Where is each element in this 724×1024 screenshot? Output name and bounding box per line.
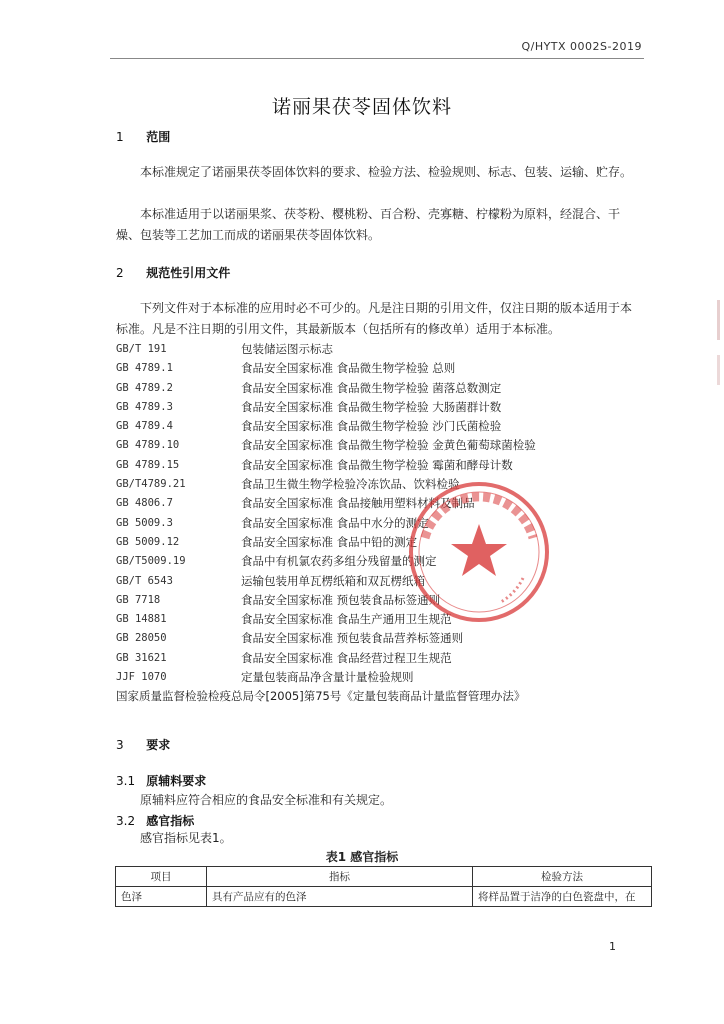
section-2-number: 2 <box>116 266 124 280</box>
reference-name: 食品安全国家标准 食品经营过程卫生规范 <box>241 650 452 665</box>
document-title: 诺丽果茯苓固体饮料 <box>271 96 452 118</box>
section-3-heading <box>116 736 170 753</box>
company-seal <box>405 478 553 626</box>
table-row <box>116 887 652 907</box>
reference-code: GB/T 191 <box>116 343 167 355</box>
reference-code: GB 4789.4 <box>116 420 173 433</box>
reference-name: 食品安全国家标准 食品微生物学检验 菌落总数测定 <box>241 380 502 395</box>
table-header-row <box>116 867 652 887</box>
reference-name: 食品安全国家标准 食品微生物学检验 霉菌和酵母计数 <box>241 457 513 472</box>
reference-name: 食品安全国家标准 食品微生物学检验 总则 <box>241 361 456 376</box>
reference-code: GB/T 6543 <box>116 574 173 587</box>
reference-code: GB/T5009.19 <box>116 555 186 568</box>
table-header-indicator: 指标 <box>207 867 473 887</box>
reference-code: GB 14881 <box>116 613 167 626</box>
section-3-1-number: 3.1 <box>116 774 136 788</box>
reference-item <box>116 398 636 417</box>
reference-item <box>116 649 636 668</box>
reference-name: 食品安全国家标准 预包装食品标签通则 <box>241 592 441 607</box>
reference-name: 食品安全国家标准 预包装食品营养标签通则 <box>241 631 464 646</box>
order-reference: 国家质量监督检验检疫总局令[2005]第75号《定量包装商品计量监督管理办法》 <box>116 689 526 704</box>
reference-name: 食品安全国家标准 食品中水分的测定 <box>241 515 429 530</box>
reference-name: 食品安全国家标准 食品微生物学检验 沙门氏菌检验 <box>241 419 502 434</box>
section-2-heading <box>116 264 230 281</box>
section-1-title: 范围 <box>146 130 171 144</box>
section-1-paragraph-2: 本标准适用于以诺丽果浆、茯苓粉、樱桃粉、百合粉、壳寡糖、柠檬粉为原料，经混合、干燥、包装等工艺加工而成的诺丽果茯苓固体饮料。 <box>116 207 621 242</box>
reference-item <box>116 379 636 398</box>
table-cell: 具有产品应有的色泽 <box>207 887 473 907</box>
section-1-heading <box>116 128 170 145</box>
table-header-item: 项目 <box>116 867 207 887</box>
table-1-caption: 表1 感官指标 <box>325 850 399 864</box>
reference-name: 食品卫生微生物学检验冷冻饮品、饮料检验 <box>241 477 460 492</box>
reference-code: GB 4789.1 <box>116 362 173 375</box>
reference-name: 食品安全国家标准 食品生产通用卫生规范 <box>241 612 452 627</box>
reference-item <box>116 533 636 552</box>
table-cell: 将样品置于洁净的白色瓷盘中，在 <box>473 887 652 907</box>
sensory-table <box>115 866 652 907</box>
reference-name: 食品安全国家标准 食品微生物学检验 大肠菌群计数 <box>241 399 502 414</box>
reference-code: GB 31621 <box>116 651 167 664</box>
reference-item <box>116 475 636 494</box>
reference-item <box>116 668 636 687</box>
reference-item <box>116 591 636 610</box>
reference-item <box>116 456 636 475</box>
reference-item <box>116 629 636 648</box>
reference-item <box>116 494 636 513</box>
reference-name: 食品安全国家标准 食品接触用塑料材料及制品 <box>241 496 475 511</box>
reference-item <box>116 610 636 629</box>
reference-code: JJF 1070 <box>116 671 167 684</box>
reference-name: 食品安全国家标准 食品中铅的测定 <box>241 534 418 549</box>
reference-code: GB 4806.7 <box>116 497 173 510</box>
section-3-2-title: 感官指标 <box>146 814 195 828</box>
reference-item <box>116 514 636 533</box>
section-2-intro: 下列文件对于本标准的应用时必不可少的。凡是注日期的引用文件，仅注日期的版本适用于本标准。凡是不注日期的引用文件，其最新版本（包括所有的修改单）适用于本标准。 <box>116 301 633 336</box>
reference-code: GB 7718 <box>116 593 161 606</box>
reference-item <box>116 572 636 591</box>
section-3-1-text: 原辅料应符合相应的食品安全标准和有关规定。 <box>140 793 393 807</box>
header-rule <box>110 58 644 59</box>
section-3-2-text: 感官指标见表1。 <box>140 831 232 845</box>
table-cell: 色泽 <box>116 887 207 907</box>
section-3-2-heading <box>116 812 194 829</box>
reference-item <box>116 552 636 571</box>
reference-name: 食品安全国家标准 食品微生物学检验 金黄色葡萄球菌检验 <box>241 438 536 453</box>
section-3-1-title: 原辅料要求 <box>146 774 207 788</box>
document-id: Q/HYTX 0002S-2019 <box>521 40 642 53</box>
section-3-title: 要求 <box>146 738 171 752</box>
reference-code: GB 28050 <box>116 632 167 645</box>
reference-name: 包装储运图示标志 <box>241 342 333 356</box>
reference-code: GB 5009.12 <box>116 535 180 548</box>
reference-item <box>116 359 636 378</box>
reference-code: GB 5009.3 <box>116 516 173 529</box>
margin-mark <box>714 300 724 400</box>
table-header-method: 检验方法 <box>473 867 652 887</box>
section-2-title: 规范性引用文件 <box>146 266 231 280</box>
section-1-number: 1 <box>116 130 124 144</box>
section-3-2-number: 3.2 <box>116 814 136 828</box>
reference-code: GB/T4789.21 <box>116 478 186 491</box>
reference-item <box>116 436 636 455</box>
section-1-paragraph-1: 本标准规定了诺丽果茯苓固体饮料的要求、检验方法、检验规则、标志、包装、运输、贮存。 <box>140 165 633 179</box>
section-3-1-heading <box>116 772 206 789</box>
reference-list <box>116 340 636 707</box>
reference-code: GB 4789.3 <box>116 400 173 413</box>
reference-code: GB 4789.2 <box>116 381 173 394</box>
reference-name: 食品中有机氯农药多组分残留量的测定 <box>241 554 437 569</box>
reference-name: 运输包装用单瓦楞纸箱和双瓦楞纸箱 <box>241 573 425 588</box>
page-number: 1 <box>609 940 616 953</box>
section-3-number: 3 <box>116 738 124 752</box>
reference-item <box>116 417 636 436</box>
reference-code: GB 4789.10 <box>116 439 180 452</box>
reference-code: GB 4789.15 <box>116 458 180 471</box>
reference-name: 定量包装商品净含量计量检验规则 <box>241 670 414 685</box>
reference-item <box>116 340 636 359</box>
